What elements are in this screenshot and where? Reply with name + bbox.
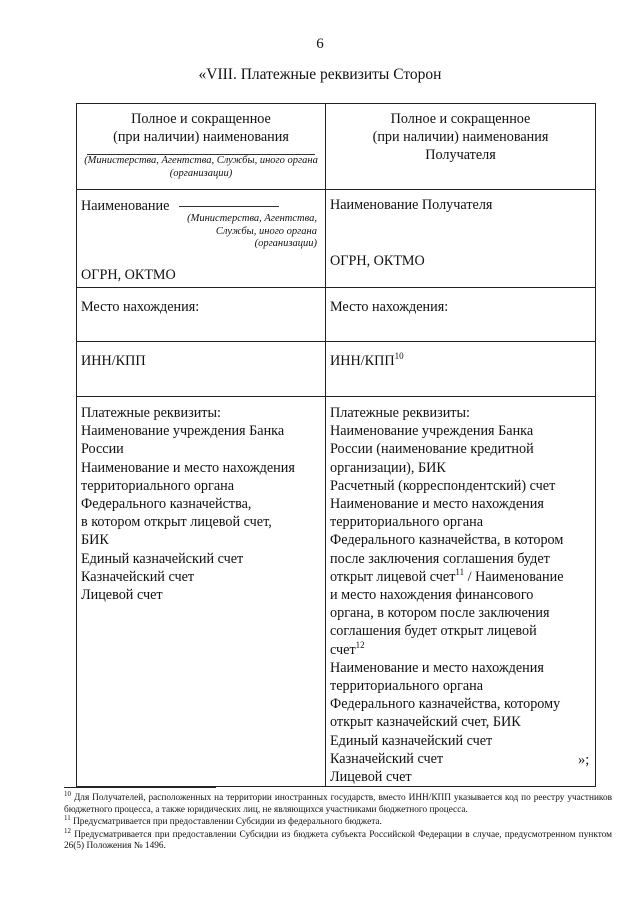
right-ogrn: ОГРН, ОКТМО: [330, 253, 425, 270]
payment-line: Федерального казначейства,: [81, 496, 252, 513]
header-row: [77, 104, 596, 190]
payment-text: открыт лицевой счет: [330, 568, 456, 585]
payment-line: органа, в котором после заключения: [330, 605, 550, 622]
payment-line: Лицевой счет: [330, 769, 412, 786]
footnote-ref: 11: [455, 566, 465, 577]
payment-line: Наименование учреждения Банка: [81, 423, 285, 440]
payment-line: территориального органа: [81, 477, 235, 494]
payment-line: Федерального казначейства, которому: [330, 696, 561, 713]
payment-line: после заключения соглашения будет: [330, 550, 550, 567]
payment-row: [77, 397, 596, 787]
right-location: Место нахождения:: [330, 299, 449, 315]
right-location-cell: [326, 288, 596, 342]
fill-in-line: [179, 206, 279, 207]
payment-line: территориального органа: [330, 514, 484, 531]
footnotes: [64, 790, 613, 854]
left-header-line: (при наличии) наименования: [113, 129, 289, 146]
payment-line: Наименование учреждения Банка: [330, 423, 534, 440]
left-header-cell: [77, 104, 326, 190]
right-payment-cell: [326, 397, 596, 787]
left-name-cell: [77, 190, 326, 288]
location-row: [77, 288, 596, 342]
payment-line: Казначейский счет: [330, 750, 444, 767]
footnote-number: 10: [64, 790, 71, 798]
footnote-ref: 10: [394, 351, 404, 361]
left-ogrn: ОГРН, ОКТМО: [81, 266, 176, 283]
footnote-separator: [64, 787, 216, 788]
inn-row: [77, 342, 596, 397]
payment-line: и место нахождения финансового: [330, 587, 534, 604]
right-inn-cell: [326, 342, 596, 397]
left-inn-cell: [77, 342, 326, 397]
right-header-line: Полное и сокращенное: [390, 111, 531, 127]
payment-line: [330, 568, 591, 586]
left-location: Место нахождения:: [81, 299, 200, 315]
payment-line: Наименование и место нахождения: [330, 496, 544, 513]
left-header-line: Полное и сокращенное: [131, 111, 271, 127]
payment-text: счет: [330, 641, 356, 658]
right-name-cell: [326, 190, 596, 288]
payment-line: Наименование и место нахождения: [81, 459, 295, 476]
payment-line: Платежные реквизиты:: [81, 405, 221, 421]
payment-line: соглашения будет открыт лицевой: [330, 623, 537, 640]
footnote-text: Предусматривается при предоставлении Субсидии из федерального бюджета.: [73, 817, 382, 828]
payment-line: Лицевой счет: [81, 587, 163, 604]
left-name-note: (Министерства, Агентства, Службы, иного органа (организации): [187, 213, 317, 250]
left-payment-cell: [77, 397, 326, 787]
footnote-number: 12: [64, 826, 71, 835]
footnote: [64, 790, 612, 816]
payment-line: БИК: [81, 532, 109, 549]
payment-text: / Наименование: [464, 568, 564, 585]
payment-line: [330, 641, 591, 659]
left-location-cell: [77, 288, 326, 342]
right-header-line: (при наличии) наименования: [372, 129, 549, 146]
payment-line: открыт казначейский счет, БИК: [330, 714, 521, 731]
footnote-text: Предусматривается при предоставлении Субсидии из бюджета субъекта Российской Федерации в случае, предусмотренном пунктом 26(5) Положения № 1496.: [64, 829, 613, 852]
left-name-label: Наименование: [81, 198, 170, 214]
payment-line: территориального органа: [330, 678, 484, 695]
left-inn: ИНН/КПП: [81, 353, 146, 369]
payment-line: Единый казначейский счет: [81, 550, 244, 567]
payment-line: Единый казначейский счет: [330, 732, 493, 749]
footnote-number: 11: [64, 814, 71, 823]
right-inn: ИНН/КПП: [330, 353, 395, 369]
payment-line: Расчетный (корреспондентский) счет: [330, 477, 556, 494]
payment-line: Федерального казначейства, в котором: [330, 532, 564, 549]
footnote-text: Для Получателей, расположенных на территории иностранных государств, вместо ИНН/КПП указывается код по реестру участников бюджетного процесса, а также юридических лиц, не являющихся участниками бюджетного процесса.: [64, 793, 612, 815]
section-title: «VIII. Платежные реквизиты Сторон: [198, 66, 442, 83]
footnote-ref: 12: [355, 639, 365, 650]
right-name-label: Наименование Получателя: [330, 197, 493, 213]
payment-line: организации), БИК: [330, 459, 446, 476]
left-header-note: (Министерства, Агентства, Службы, иного органа (организации): [84, 155, 318, 179]
name-row: [77, 190, 596, 288]
payment-line: России (наименование кредитной: [330, 441, 534, 458]
footnote: [64, 814, 612, 829]
right-header-cell: [326, 104, 596, 190]
requisites-table: [76, 103, 596, 787]
payment-line: Платежные реквизиты:: [330, 405, 470, 421]
payment-line: Наименование и место нахождения: [330, 659, 544, 676]
footnote: [64, 826, 613, 853]
right-header-line: Получателя: [425, 147, 496, 164]
payment-line: в котором открыт лицевой счет,: [81, 514, 272, 531]
payment-line: Казначейский счет: [81, 568, 195, 585]
page-number: 6: [316, 36, 324, 52]
payment-line: России: [81, 441, 124, 458]
closing-quote: »;: [578, 752, 590, 768]
